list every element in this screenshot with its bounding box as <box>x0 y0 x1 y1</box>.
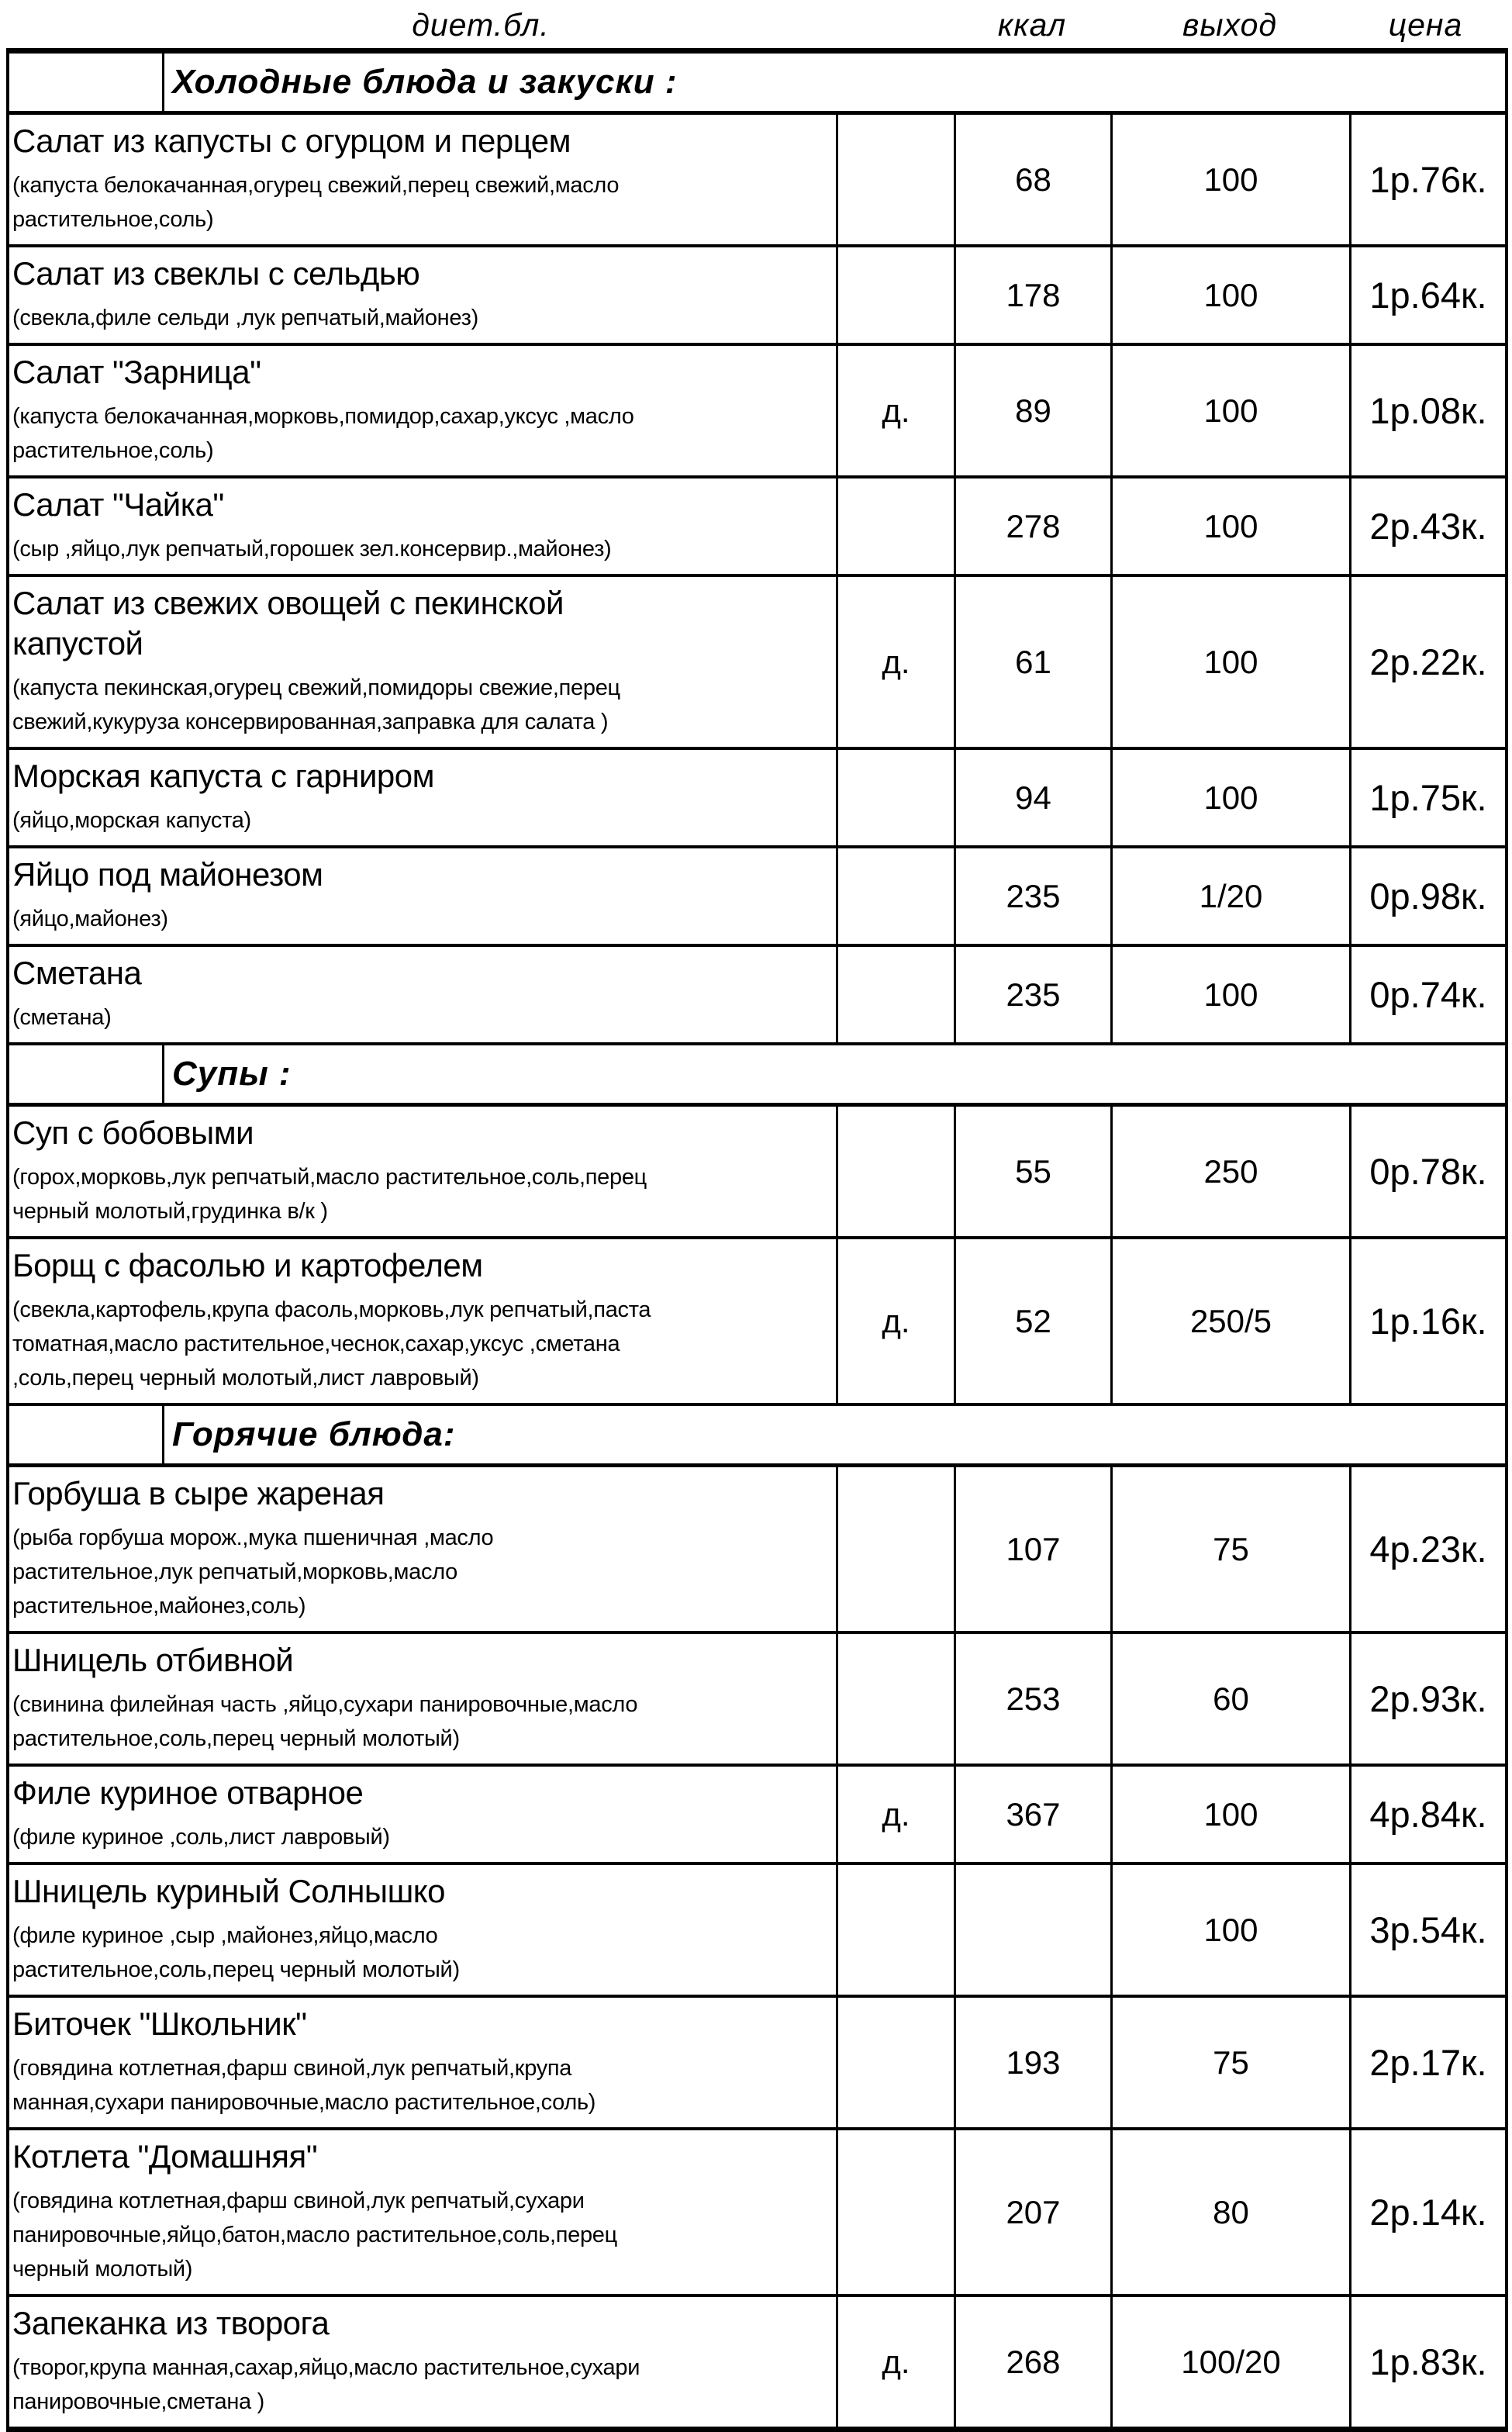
menu-row <box>9 2130 1505 2297</box>
col-header-cena: цена <box>1388 7 1463 43</box>
dish-cell <box>9 848 836 944</box>
vyhod-cell: 100 <box>1110 478 1349 574</box>
dish-ingredients: (сметана) <box>12 1005 112 1030</box>
dish-cell <box>9 247 836 343</box>
menu-row <box>9 577 1505 750</box>
dish-cell <box>9 2130 836 2294</box>
price-cell: 1р.08к. <box>1349 346 1505 475</box>
diet-mark-cell <box>836 1865 954 1995</box>
dish-ingredients: (свекла,филе сельди ,лук репчатый,майонез) <box>12 306 478 330</box>
col-header-kcal: ккал <box>997 7 1067 43</box>
col-header-vyhod: выход <box>1182 7 1278 43</box>
dish-cell <box>9 947 836 1042</box>
price-cell: 3р.54к. <box>1349 1865 1505 1995</box>
kcal-cell: 94 <box>954 750 1110 845</box>
dish-title: Горбуша в сыре жареная <box>12 1475 385 1511</box>
diet-mark-cell <box>836 750 954 845</box>
menu-row <box>9 1767 1505 1865</box>
dish-cell <box>9 577 836 747</box>
price-cell: 2р.17к. <box>1349 1998 1505 2127</box>
dish-ingredients: (сыр ,яйцо,лук репчатый,горошек зел.консервир.,майонез) <box>12 537 612 561</box>
dish-title: Котлета "Домашняя" <box>12 2138 318 2175</box>
price-cell: 1р.83к. <box>1349 2297 1505 2427</box>
dish-ingredients: (говядина котлетная,фарш свиной,лук репчатый,сухари панировочные,яйцо,батон,масло растительное,соль,перец черный молотый) <box>12 2188 617 2282</box>
vyhod-cell: 250/5 <box>1110 1239 1349 1403</box>
kcal-cell: 89 <box>954 346 1110 475</box>
dish-ingredients: (капуста пекинская,огурец свежий,помидоры свежие,перец свежий,кукуруза консервированная,заправка для салата ) <box>12 675 620 734</box>
price-cell: 2р.22к. <box>1349 577 1505 747</box>
dish-cell <box>9 1467 836 1631</box>
menu-row <box>9 115 1505 247</box>
vyhod-cell: 100 <box>1110 1767 1349 1862</box>
kcal-cell <box>954 1865 1110 1995</box>
vyhod-cell: 100 <box>1110 750 1349 845</box>
dish-cell <box>9 115 836 244</box>
dish-title: Борщ с фасолью и картофелем <box>12 1247 483 1283</box>
diet-mark-cell <box>836 947 954 1042</box>
price-cell: 0р.74к. <box>1349 947 1505 1042</box>
diet-mark-cell: д. <box>836 577 954 747</box>
menu-table <box>6 48 1508 2432</box>
dish-cell <box>9 1239 836 1403</box>
menu-row <box>9 947 1505 1045</box>
menu-row <box>9 1239 1505 1406</box>
section-row <box>9 54 1505 115</box>
dish-cell <box>9 2297 836 2427</box>
vyhod-cell: 75 <box>1110 1467 1349 1631</box>
diet-mark-cell <box>836 848 954 944</box>
vyhod-cell: 100 <box>1110 247 1349 343</box>
dish-ingredients: (филе куриное ,сыр ,майонез,яйцо,масло растительное,соль,перец черный молотый) <box>12 1923 460 1982</box>
kcal-cell: 253 <box>954 1634 1110 1764</box>
dish-ingredients: (горох,морковь,лук репчатый,масло растительное,соль,перец черный молотый,грудинка в/к ) <box>12 1165 647 1224</box>
section-spacer-cell <box>9 1045 164 1103</box>
price-cell: 1р.76к. <box>1349 115 1505 244</box>
dish-cell <box>9 1998 836 2127</box>
price-cell: 2р.14к. <box>1349 2130 1505 2294</box>
menu-row <box>9 346 1505 478</box>
vyhod-cell: 100/20 <box>1110 2297 1349 2427</box>
section-title: Холодные блюда и закуски : <box>172 63 678 101</box>
dish-title: Шницель куриный Солнышко <box>12 1873 446 1909</box>
dish-ingredients: (капуста белокачанная,огурец свежий,перец свежий,масло растительное,соль) <box>12 173 620 232</box>
price-cell: 0р.78к. <box>1349 1107 1505 1236</box>
diet-mark-cell <box>836 1107 954 1236</box>
kcal-cell: 52 <box>954 1239 1110 1403</box>
dish-ingredients: (капуста белокачанная,морковь,помидор,сахар,уксус ,масло растительное,соль) <box>12 404 634 463</box>
col-header-diet: диет.бл. <box>412 7 550 43</box>
dish-title: Филе куриное отварное <box>12 1774 364 1811</box>
dish-ingredients: (филе куриное ,соль,лист лавровый) <box>12 1825 390 1850</box>
dish-title: Яйцо под майонезом <box>12 856 323 893</box>
section-row <box>9 1406 1505 1467</box>
kcal-cell: 68 <box>954 115 1110 244</box>
menu-row <box>9 750 1505 848</box>
dish-title: Биточек "Школьник" <box>12 2005 307 2042</box>
dish-title: Суп с бобовыми <box>12 1114 254 1151</box>
menu-row <box>9 1998 1505 2130</box>
dish-ingredients: (говядина котлетная,фарш свиной,лук репчатый,крупа манная,сухари панировочные,масло растительное,соль) <box>12 2056 596 2115</box>
menu-row <box>9 848 1505 947</box>
diet-mark-cell <box>836 1998 954 2127</box>
vyhod-cell: 80 <box>1110 2130 1349 2294</box>
dish-cell <box>9 1865 836 1995</box>
diet-mark-cell <box>836 2130 954 2294</box>
vyhod-cell: 250 <box>1110 1107 1349 1236</box>
kcal-cell: 268 <box>954 2297 1110 2427</box>
price-cell: 1р.16к. <box>1349 1239 1505 1403</box>
kcal-cell: 55 <box>954 1107 1110 1236</box>
kcal-cell: 235 <box>954 848 1110 944</box>
price-cell: 4р.84к. <box>1349 1767 1505 1862</box>
kcal-cell: 107 <box>954 1467 1110 1631</box>
dish-title: Салат из свеклы с сельдью <box>12 255 420 292</box>
price-cell: 4р.23к. <box>1349 1467 1505 1631</box>
dish-title: Салат "Чайка" <box>12 486 224 523</box>
vyhod-cell: 100 <box>1110 346 1349 475</box>
dish-title: Салат "Зарница" <box>12 354 261 390</box>
section-spacer-cell <box>9 54 164 111</box>
dish-ingredients: (рыба горбуша морож.,мука пшеничная ,масло растительное,лук репчатый,морковь,масло растительное,майонез,соль) <box>12 1525 494 1618</box>
kcal-cell: 207 <box>954 2130 1110 2294</box>
dish-title: Шницель отбивной <box>12 1642 294 1678</box>
dish-ingredients: (яйцо,майонез) <box>12 907 168 931</box>
dish-cell <box>9 1634 836 1764</box>
kcal-cell: 367 <box>954 1767 1110 1862</box>
dish-title: Сметана <box>12 955 142 991</box>
kcal-cell: 193 <box>954 1998 1110 2127</box>
dish-title: Салат из свежих овощей с пекинской капустой <box>12 585 564 662</box>
menu-row <box>9 2297 1505 2427</box>
menu-row <box>9 1107 1505 1239</box>
price-cell: 1р.64к. <box>1349 247 1505 343</box>
vyhod-cell: 75 <box>1110 1998 1349 2127</box>
column-header-row <box>0 0 1512 48</box>
menu-row <box>9 1634 1505 1767</box>
dish-cell <box>9 750 836 845</box>
kcal-cell: 278 <box>954 478 1110 574</box>
price-cell: 0р.98к. <box>1349 848 1505 944</box>
dish-ingredients: (свинина филейная часть ,яйцо,сухари панировочные,масло растительное,соль,перец черный молотый) <box>12 1692 638 1751</box>
diet-mark-cell <box>836 1467 954 1631</box>
vyhod-cell: 100 <box>1110 947 1349 1042</box>
menu-row <box>9 247 1505 346</box>
diet-mark-cell: д. <box>836 1767 954 1862</box>
diet-mark-cell: д. <box>836 2297 954 2427</box>
kcal-cell: 235 <box>954 947 1110 1042</box>
diet-mark-cell <box>836 478 954 574</box>
dish-cell <box>9 478 836 574</box>
section-title: Супы : <box>172 1055 292 1093</box>
diet-mark-cell <box>836 115 954 244</box>
diet-mark-cell <box>836 247 954 343</box>
price-cell: 2р.93к. <box>1349 1634 1505 1764</box>
diet-mark-cell <box>836 1634 954 1764</box>
kcal-cell: 61 <box>954 577 1110 747</box>
diet-mark-cell: д. <box>836 1239 954 1403</box>
dish-cell <box>9 346 836 475</box>
menu-row <box>9 1865 1505 1998</box>
dish-cell <box>9 1107 836 1236</box>
menu-row <box>9 1467 1505 1634</box>
kcal-cell: 178 <box>954 247 1110 343</box>
vyhod-cell: 60 <box>1110 1634 1349 1764</box>
vyhod-cell: 1/20 <box>1110 848 1349 944</box>
dish-ingredients: (творог,крупа манная,сахар,яйцо,масло растительное,сухари панировочные,сметана ) <box>12 2355 640 2414</box>
vyhod-cell: 100 <box>1110 1865 1349 1995</box>
dish-title: Салат из капусты с огурцом и перцем <box>12 123 571 159</box>
price-cell: 1р.75к. <box>1349 750 1505 845</box>
diet-mark-cell: д. <box>836 346 954 475</box>
section-row <box>9 1045 1505 1107</box>
vyhod-cell: 100 <box>1110 577 1349 747</box>
dish-title: Запеканка из творога <box>12 2305 330 2341</box>
dish-ingredients: (свекла,картофель,крупа фасоль,морковь,лук репчатый,паста томатная,масло растительное,чеснок,сахар,уксус ,сметана ,соль,перец черный молотый,лист лавровый) <box>12 1297 651 1390</box>
section-title: Горячие блюда: <box>172 1415 456 1453</box>
dish-cell <box>9 1767 836 1862</box>
price-cell: 2р.43к. <box>1349 478 1505 574</box>
dish-title: Морская капуста с гарниром <box>12 758 434 794</box>
dish-ingredients: (яйцо,морская капуста) <box>12 808 251 833</box>
vyhod-cell: 100 <box>1110 115 1349 244</box>
section-spacer-cell <box>9 1406 164 1463</box>
menu-row <box>9 478 1505 577</box>
